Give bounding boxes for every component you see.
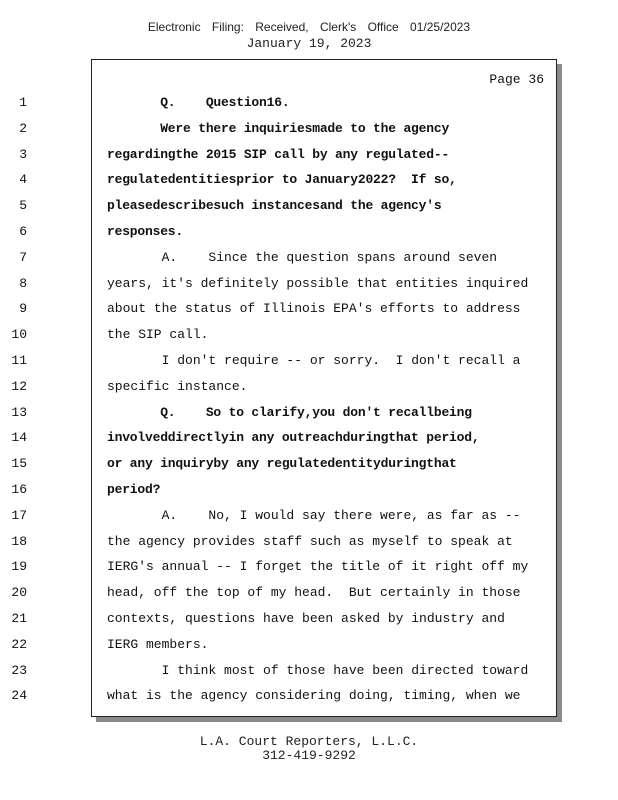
line-number: 24: [11, 688, 27, 704]
transcript-line: [0, 635, 560, 655]
transcript-line: [0, 377, 560, 397]
line-number: 3: [19, 146, 27, 162]
line-number: 7: [19, 249, 27, 265]
transcript-line: [0, 428, 560, 448]
line-number: 14: [11, 430, 27, 446]
transcript-line: [0, 170, 560, 190]
transcript-line: [0, 93, 560, 113]
line-number: 15: [11, 456, 27, 472]
answer-text: I think most of those have been directed toward: [107, 662, 529, 678]
question-text: regardingthe 2015 SIP call by any regulated--: [107, 146, 450, 162]
line-number: 4: [19, 172, 27, 188]
answer-text: what is the agency considering doing, timing, when we: [107, 688, 521, 704]
line-number: 2: [19, 120, 27, 136]
line-number: 21: [11, 611, 27, 626]
answer-text: the SIP call.: [107, 327, 209, 343]
transcript-line: [0, 145, 560, 165]
transcript-line: [0, 506, 560, 526]
reporter-phone: 312-419-9292: [262, 748, 356, 763]
transcript-line: [0, 351, 560, 371]
transcript-line: [0, 609, 560, 629]
line-number: 5: [19, 198, 27, 214]
question-text: regulatedentitiesprior to January2022? If so,: [107, 172, 457, 188]
line-number: 1: [19, 95, 27, 110]
line-number: 11: [11, 353, 27, 368]
transcript-line: [0, 454, 560, 474]
question-text: responses.: [107, 224, 184, 239]
answer-text: the agency provides staff such as myself to speak at: [107, 533, 513, 549]
transcript-line: [0, 557, 560, 577]
line-number: 8: [19, 275, 27, 291]
transcript-line: [0, 196, 560, 216]
answer-text: years, it's definitely possible that entities inquired: [107, 275, 529, 291]
transcript-line: [0, 222, 560, 242]
answer-text: specific instance.: [107, 378, 248, 394]
transcript-line: [0, 532, 560, 552]
transcript-line: [0, 686, 560, 706]
transcript-line: [0, 299, 560, 319]
reporter-company: L.A. Court Reporters, L.L.C.: [199, 734, 419, 749]
transcript-date: January 19, 2023: [246, 36, 372, 51]
question-text: or any inquiryby any regulatedentityduringthat: [107, 456, 457, 472]
transcript-line: [0, 480, 560, 500]
transcript-line: [0, 403, 560, 423]
line-number: 17: [11, 507, 27, 523]
question-text: period?: [107, 482, 161, 497]
answer-text: head, off the top of my head. But certainly in those: [107, 585, 521, 601]
line-number: 9: [19, 301, 27, 317]
answer-text: contexts, questions have been asked by industry and: [107, 611, 505, 626]
transcript-line: [0, 274, 560, 294]
answer-text: about the status of Illinois EPA's efforts to address: [107, 301, 521, 317]
question-text: Q. So to clarify,you don't recallbeing: [107, 404, 472, 420]
question-text: Were there inquiriesmade to the agency: [107, 120, 450, 136]
line-number: 13: [11, 404, 27, 420]
line-number: 6: [19, 224, 27, 239]
answer-text: IERG members.: [107, 636, 209, 652]
question-text: involveddirectlyin any outreachduringthat period,: [107, 430, 480, 446]
line-number: 23: [11, 662, 27, 678]
transcript-line: [0, 661, 560, 681]
answer-text: A. No, I would say there were, as far as --: [107, 507, 521, 523]
answer-text: IERG's annual -- I forget the title of it right off my: [107, 559, 529, 575]
question-text: Q. Question16.: [107, 95, 290, 110]
line-number: 20: [11, 585, 27, 601]
answer-text: I don't require -- or sorry. I don't recall a: [107, 353, 521, 368]
transcript-line: [0, 119, 560, 139]
transcript-line: [0, 583, 560, 603]
question-text: pleasedescribesuch instancesand the agency's: [107, 198, 442, 214]
page-number: Page 36: [489, 72, 544, 87]
line-number: 10: [11, 327, 27, 343]
line-number: 22: [11, 636, 27, 652]
transcript-line: [0, 248, 560, 268]
transcript-line: [0, 325, 560, 345]
line-number: 12: [11, 378, 27, 394]
line-number: 19: [11, 559, 27, 575]
line-number: 16: [11, 482, 27, 497]
line-number: 18: [11, 533, 27, 549]
filing-stamp: Electronic Filing: Received, Clerk's Office 01/25/2023: [147, 20, 471, 34]
answer-text: A. Since the question spans around seven: [107, 249, 498, 265]
